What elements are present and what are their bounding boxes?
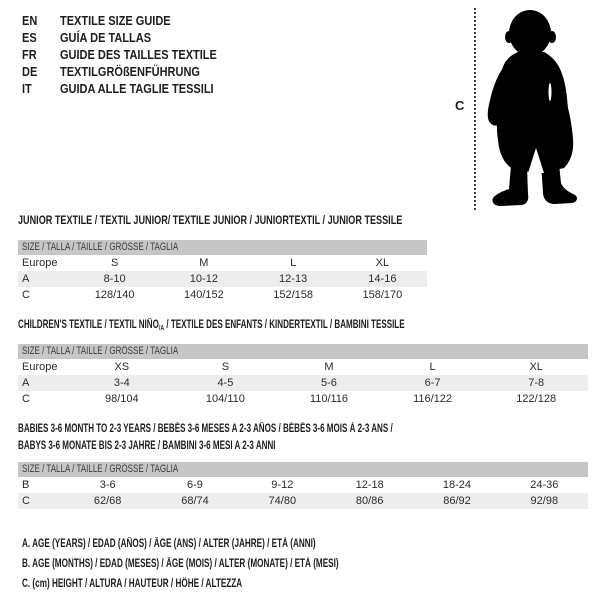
size-cell: 18-24 <box>442 479 472 491</box>
size-cell: 116/122 <box>413 393 453 405</box>
height-measure-label: C <box>455 98 465 113</box>
size-header-bar <box>18 240 427 255</box>
size-cell: L <box>429 361 436 373</box>
size-cell: 86/92 <box>413 493 500 509</box>
title-line-2: BABYS 3-6 MONATE BIS 2-3 JAHRE / BAMBINI 3-6 MESI A 2-3 ANNI <box>18 440 276 452</box>
table-row-europe <box>18 255 427 271</box>
size-cell: XL <box>529 361 543 373</box>
size-cell: 6-9 <box>187 479 203 491</box>
legend-line-c <box>22 574 468 594</box>
table-row-height <box>18 493 588 509</box>
size-cell: 140/152 <box>183 289 224 301</box>
language-code: DE <box>22 65 38 79</box>
title-text: / TEXTILE DES ENFANTS / KINDERTEXTIL / BAMBINI TESSILE <box>164 319 405 331</box>
size-cell: XS <box>114 361 130 373</box>
size-cell: 128/140 <box>94 289 135 301</box>
language-code: FR <box>22 48 37 62</box>
title-text: CHILDREN'S TEXTILE / TEXTIL NIÑO <box>18 319 159 331</box>
baby-silhouette-icon <box>486 6 598 214</box>
title-line-1: BABIES 3-6 MONTH TO 2-3 YEARS / BEBÉS 3-6 MESES A 2-3 AÑOS / BÉBÉS 3-6 MOIS À 2-3 ANS / <box>18 423 393 435</box>
language-code: ES <box>22 31 37 45</box>
size-cell: 10-12 <box>159 271 248 287</box>
babies-size-table <box>18 477 588 509</box>
language-row-it <box>22 81 238 98</box>
size-cell: 62/68 <box>64 493 151 509</box>
children-size-table <box>18 359 588 407</box>
size-cell: 24-36 <box>530 479 559 491</box>
size-cell: 152/158 <box>273 289 313 301</box>
junior-textile-section <box>18 215 427 303</box>
legend-text: A. AGE (YEARS) / EDAD (AÑOS) / ÂGE (ANS) / ALTER (JAHRE) / ETÀ (ANNI) <box>22 538 316 550</box>
table-row-height <box>18 391 588 407</box>
baby-figure-panel <box>440 0 600 220</box>
row-label: B <box>22 479 30 491</box>
size-cell: 122/128 <box>516 393 557 405</box>
size-cell: 12-13 <box>249 271 338 287</box>
table-row-age-months <box>18 477 588 493</box>
row-label: Europe <box>22 257 58 269</box>
size-header-label: SIZE / TALLA / TAILLE / GRÖSSE / TAGLIA <box>22 463 179 475</box>
language-title: TEXTILE SIZE GUIDE <box>60 14 171 28</box>
size-cell: 5-6 <box>277 375 381 391</box>
junior-size-table <box>18 255 427 303</box>
size-cell: XL <box>375 257 390 269</box>
size-cell: 80/86 <box>326 493 413 509</box>
legend-line-b <box>22 554 468 574</box>
size-cell: 92/98 <box>501 493 588 509</box>
size-cell: 74/80 <box>239 493 326 509</box>
size-cell: 104/110 <box>205 393 245 405</box>
size-header-bar <box>18 344 588 359</box>
legend-text: B. AGE (MONTHS) / EDAD (MESES) / ÂGE (MOIS) / ALTER (MONATE) / ETÀ (MESI) <box>22 558 339 570</box>
size-header-bar <box>18 462 588 477</box>
language-code: IT <box>22 82 32 96</box>
language-title: GUIDA ALLE TAGLIE TESSILI <box>60 82 214 96</box>
language-list <box>22 13 238 98</box>
row-label: C <box>18 493 64 509</box>
size-cell: 14-16 <box>338 271 427 287</box>
children-table-title <box>18 319 417 332</box>
size-header-label: SIZE / TALLA / TAILLE / GRÖSSE / TAGLIA <box>22 345 179 357</box>
size-cell: 3-4 <box>70 375 174 391</box>
table-row-age <box>18 271 427 287</box>
row-label: C <box>22 289 30 301</box>
size-cell: 68/74 <box>151 493 238 509</box>
size-cell: 98/104 <box>104 393 139 405</box>
size-cell: S <box>221 361 230 373</box>
size-cell: 110/116 <box>309 393 349 405</box>
legend-text: C. (cm) HEIGHT / ALTURA / HAUTEUR / HÖHE / ALTEZZA <box>22 578 243 590</box>
size-cell: 8-10 <box>70 271 159 287</box>
size-cell: 9-12 <box>271 479 294 491</box>
row-label: A <box>18 271 70 287</box>
junior-table-title: JUNIOR TEXTILE / TEXTIL JUNIOR/ TEXTILE JUNIOR / JUNIORTEXTIL / JUNIOR TESSILE <box>18 215 403 227</box>
size-cell: 6-7 <box>381 375 485 391</box>
size-cell: L <box>290 257 297 269</box>
size-cell: M <box>199 257 209 269</box>
size-cell: 3-6 <box>99 479 116 491</box>
height-dotted-line <box>474 8 476 210</box>
size-cell: M <box>324 361 334 373</box>
title-subscript: /A <box>158 323 165 332</box>
babies-table-title <box>18 421 417 455</box>
size-cell: 12-18 <box>355 479 384 491</box>
legend-line-a <box>22 534 468 554</box>
language-title: GUÍA DE TALLAS <box>60 31 152 45</box>
language-title: GUIDE DES TAILLES TEXTILE <box>60 48 217 62</box>
language-title: TEXTILGRÖßENFÜHRUNG <box>60 65 200 79</box>
row-label: A <box>18 375 70 391</box>
language-row-es <box>22 30 238 47</box>
babies-textile-section <box>18 421 588 509</box>
table-row-europe <box>18 359 588 375</box>
size-cell: 4-5 <box>174 375 278 391</box>
language-code: EN <box>22 14 38 28</box>
children-textile-section <box>18 319 588 407</box>
table-row-height <box>18 287 427 303</box>
measure-legend <box>22 534 468 594</box>
size-cell: 7-8 <box>484 375 588 391</box>
size-header-label: SIZE / TALLA / TAILLE / GRÖSSE / TAGLIA <box>22 241 179 253</box>
size-cell: 158/170 <box>362 289 403 301</box>
language-row-de <box>22 64 238 81</box>
size-cell: S <box>110 257 119 269</box>
row-label: C <box>22 393 30 405</box>
language-row-en <box>22 13 238 30</box>
table-row-age <box>18 375 588 391</box>
language-row-fr <box>22 47 238 64</box>
row-label: Europe <box>22 361 58 373</box>
